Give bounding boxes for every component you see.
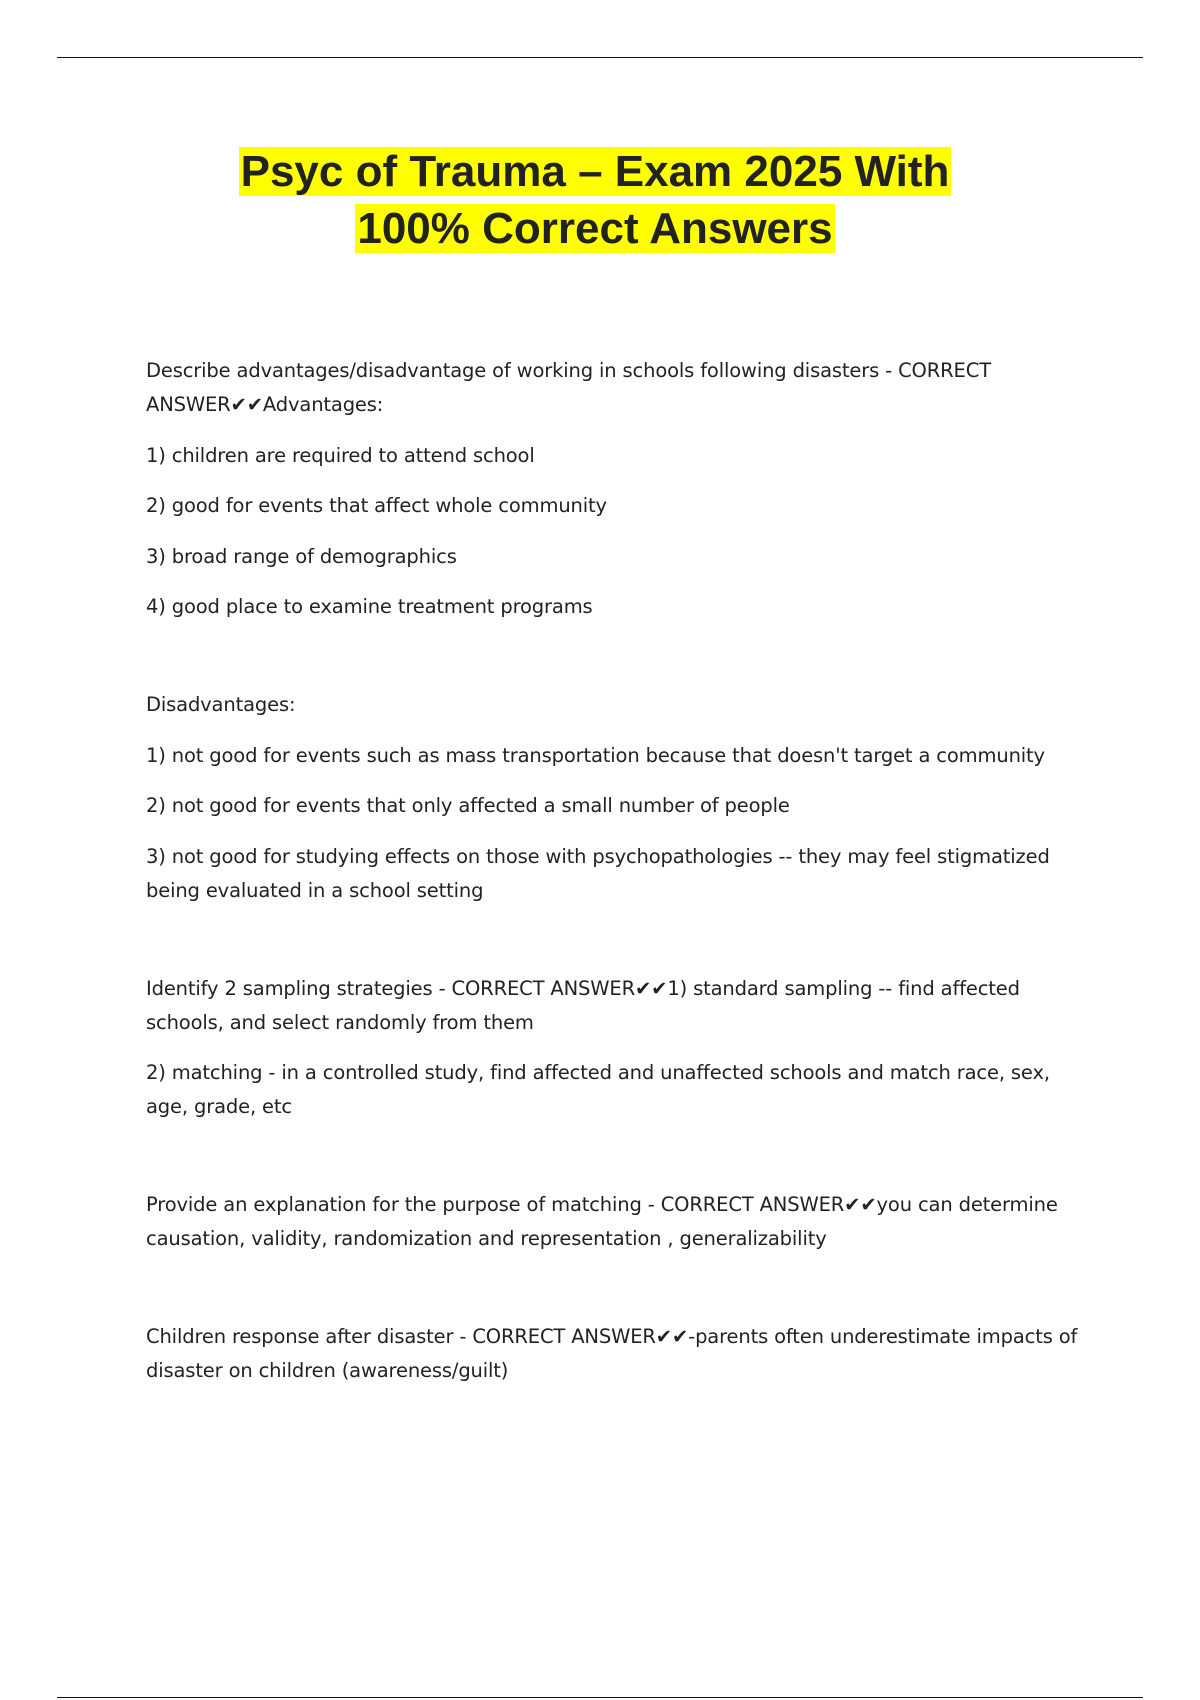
question: Describe advantages/disadvantage of working in schools following disasters - CORRECT ANSWER✔✔Advantages: [146, 359, 991, 416]
qa-block-1 [146, 354, 1086, 908]
answer-item: 3) not good for studying effects on those with psychopathologies -- they may feel stigmatized being evaluated in a school setting [146, 844, 1050, 902]
document-body [146, 354, 1086, 1388]
answer-item: 3) broad range of demographics [146, 544, 457, 568]
qa-block-2 [146, 972, 1086, 1125]
document-title [100, 143, 1090, 257]
footer-rule [57, 1697, 1143, 1698]
question: Children response after disaster - CORRECT ANSWER✔✔-parents often underestimate impacts of disaster on children (awareness/guilt) [146, 1325, 1078, 1382]
answer-item: 2) matching - in a controlled study, find affected and unaffected schools and match race, sex, age, grade, etc [146, 1061, 1050, 1118]
question: Identify 2 sampling strategies - CORRECT ANSWER✔✔1) standard sampling -- find affected schools, and select randomly from them [146, 976, 1020, 1034]
answer-item: 1) not good for events such as mass transportation because that doesn't target a community [146, 743, 1045, 767]
sub-heading: Disadvantages: [146, 693, 296, 716]
answer-item: 2) good for events that affect whole community [146, 494, 607, 517]
title-line-1: Psyc of Trauma – Exam 2025 With [240, 147, 950, 196]
qa-block-4 [146, 1320, 1086, 1388]
qa-block-3 [146, 1188, 1086, 1256]
answer-item: 4) good place to examine treatment programs [146, 595, 593, 618]
header-rule [57, 57, 1143, 58]
question: Provide an explanation for the purpose of matching - CORRECT ANSWER✔✔you can determine causation, validity, randomization and representation , generalizability [146, 1193, 1058, 1250]
answer-item: 1) children are required to attend school [146, 443, 535, 467]
title-line-2: 100% Correct Answers [357, 204, 833, 253]
answer-item: 2) not good for events that only affected a small number of people [146, 794, 790, 817]
